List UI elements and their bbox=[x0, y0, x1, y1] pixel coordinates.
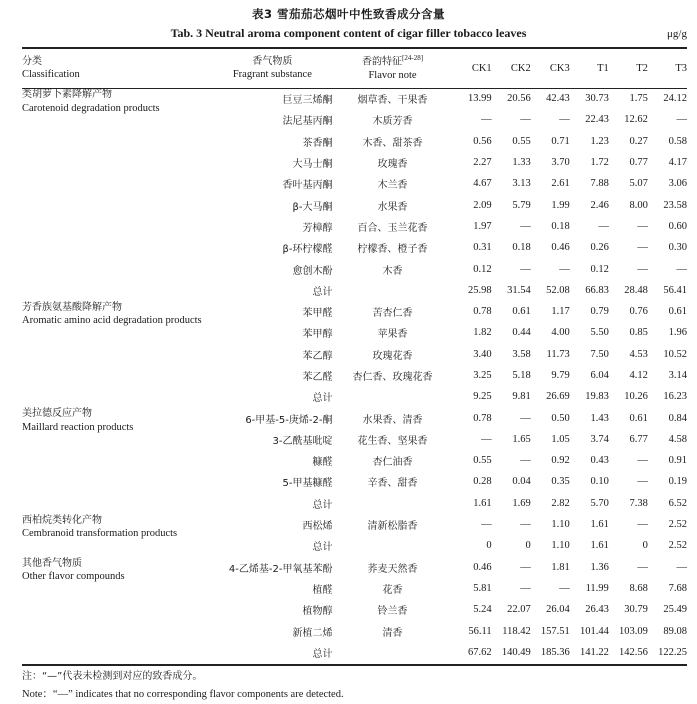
classification-cell bbox=[22, 152, 212, 173]
substance-cell: 总计 bbox=[312, 542, 333, 554]
value-cell: 0.55 bbox=[512, 135, 531, 147]
value-cell: 1.72 bbox=[590, 157, 609, 169]
value-cell: 1.82 bbox=[473, 327, 492, 339]
header-t1: T1 bbox=[597, 62, 609, 74]
value-cell: 1.61 bbox=[473, 497, 492, 509]
value-cell: 30.79 bbox=[624, 604, 648, 616]
table-row bbox=[22, 216, 687, 237]
value-cell: 0.60 bbox=[668, 220, 687, 232]
value-cell: 5.81 bbox=[473, 582, 492, 594]
value-cell: 11.73 bbox=[546, 348, 570, 360]
classification-cell bbox=[22, 599, 212, 620]
classification-cell bbox=[22, 258, 212, 279]
value-cell: — bbox=[559, 582, 570, 594]
value-cell: 0.61 bbox=[512, 306, 531, 318]
substance-cell: 4-乙烯基-2-甲氧基苯酚 bbox=[228, 563, 333, 575]
value-cell: 20.56 bbox=[507, 93, 531, 105]
flavor-note-cell: 辛香、甜香 bbox=[367, 478, 418, 490]
value-cell: 0.84 bbox=[668, 412, 687, 424]
value-cell: 89.08 bbox=[663, 625, 687, 637]
classification-cn: 美拉德反应产物 bbox=[22, 408, 92, 420]
flavor-note-cell: 水果香、清香 bbox=[362, 414, 423, 426]
value-cell: — bbox=[520, 519, 531, 531]
substance-cell: 总计 bbox=[312, 286, 333, 298]
value-cell: — bbox=[598, 220, 609, 232]
value-cell: — bbox=[481, 433, 492, 445]
classification-cell bbox=[22, 557, 212, 600]
table-row bbox=[22, 642, 687, 663]
value-cell: 1.43 bbox=[590, 412, 609, 424]
table-row bbox=[22, 88, 687, 109]
table-row bbox=[22, 194, 687, 215]
value-cell: 1.36 bbox=[590, 561, 609, 573]
value-cell: 122.25 bbox=[658, 646, 687, 658]
substance-cell: 法尼基丙酮 bbox=[282, 116, 333, 128]
value-cell: — bbox=[676, 114, 687, 126]
substance-cell: β-大马酮 bbox=[292, 201, 333, 213]
header-row bbox=[22, 48, 687, 88]
value-cell: 0.44 bbox=[512, 327, 531, 339]
value-cell: 1.10 bbox=[551, 540, 570, 552]
value-cell: 0.71 bbox=[551, 135, 570, 147]
value-cell: 5.50 bbox=[590, 327, 609, 339]
value-cell: 6.52 bbox=[668, 497, 687, 509]
table-row bbox=[22, 237, 687, 258]
value-cell: 4.53 bbox=[629, 348, 648, 360]
value-cell: 0.35 bbox=[551, 476, 570, 488]
flavor-note-cell: 杏仁油香 bbox=[372, 457, 413, 469]
value-cell: — bbox=[637, 519, 648, 531]
value-cell: 4.12 bbox=[629, 370, 648, 381]
table-row bbox=[22, 471, 687, 492]
table-row bbox=[22, 131, 687, 152]
substance-cell: 糠醛 bbox=[312, 457, 333, 469]
value-cell: 1.69 bbox=[512, 497, 531, 509]
table-row bbox=[22, 301, 687, 322]
value-cell: 0.50 bbox=[551, 412, 570, 424]
value-cell: 0.77 bbox=[629, 157, 648, 169]
table-row bbox=[22, 407, 687, 428]
value-cell: 2.52 bbox=[668, 540, 687, 552]
value-cell: 0.46 bbox=[473, 561, 492, 573]
value-cell: 3.25 bbox=[473, 370, 492, 381]
value-cell: 4.00 bbox=[551, 327, 570, 339]
value-cell: 157.51 bbox=[540, 625, 570, 637]
value-cell: — bbox=[481, 114, 492, 126]
value-cell: 0 bbox=[642, 540, 648, 552]
value-cell: 56.11 bbox=[468, 625, 492, 637]
value-cell: 0.79 bbox=[590, 306, 609, 318]
flavor-note-cell: 杏仁香、玫瑰花香 bbox=[352, 372, 433, 383]
value-cell: 1.05 bbox=[551, 433, 570, 445]
classification-cn: 芳香族氨基酸降解产物 bbox=[22, 301, 122, 313]
value-cell: 0.30 bbox=[668, 242, 687, 254]
table-row bbox=[22, 258, 687, 279]
table-row bbox=[22, 280, 687, 301]
value-cell: 0.78 bbox=[473, 306, 492, 318]
value-cell: — bbox=[676, 561, 687, 573]
classification-cell bbox=[22, 216, 212, 237]
value-cell: 25.98 bbox=[468, 284, 492, 296]
footnote-cn: 注：“—”代表未检测到对应的致香成分。 bbox=[22, 671, 203, 682]
value-cell: 16.23 bbox=[663, 391, 687, 403]
value-cell: 9.81 bbox=[512, 391, 531, 403]
value-cell: 101.44 bbox=[579, 625, 609, 637]
value-cell: 0.61 bbox=[629, 412, 648, 424]
value-cell: 185.36 bbox=[540, 646, 570, 658]
header-t3: T3 bbox=[675, 62, 687, 74]
value-cell: 1.61 bbox=[590, 519, 609, 531]
value-cell: 0.56 bbox=[473, 135, 492, 147]
value-cell: 67.62 bbox=[468, 646, 492, 658]
value-cell: 0.27 bbox=[629, 135, 648, 147]
table-row bbox=[22, 620, 687, 641]
value-cell: 1.99 bbox=[551, 199, 570, 211]
value-cell: — bbox=[520, 582, 531, 594]
flavor-note-cell bbox=[332, 280, 452, 301]
header-ck2: CK2 bbox=[510, 62, 531, 74]
value-cell: 0.85 bbox=[629, 327, 648, 339]
flavor-note-cell: 苦杏仁香 bbox=[372, 308, 413, 320]
flavor-note-cell: 木香 bbox=[382, 265, 403, 277]
value-cell: 0.31 bbox=[473, 242, 492, 254]
classification-en: Other flavor compounds bbox=[22, 571, 125, 583]
value-cell: 0.92 bbox=[551, 455, 570, 467]
value-cell: 0.61 bbox=[668, 306, 687, 318]
flavor-note-cell: 柠檬香、橙子香 bbox=[357, 244, 428, 256]
value-cell: — bbox=[481, 519, 492, 531]
value-cell: 2.09 bbox=[473, 199, 492, 211]
value-cell: 2.27 bbox=[473, 157, 492, 169]
classification-cell bbox=[22, 642, 212, 663]
value-cell: 0.78 bbox=[473, 412, 492, 424]
table-row bbox=[22, 173, 687, 194]
substance-cell: 愈创木酚 bbox=[292, 265, 333, 277]
value-cell: — bbox=[520, 114, 531, 126]
substance-cell: 植物醇 bbox=[302, 606, 333, 618]
value-cell: 0.55 bbox=[473, 455, 492, 467]
classification-cell bbox=[22, 344, 212, 365]
flavor-note-cell: 花香 bbox=[382, 584, 403, 596]
value-cell: 1.75 bbox=[629, 93, 648, 105]
flavor-note-cell: 清新松脂香 bbox=[367, 521, 418, 533]
classification-cell bbox=[22, 493, 212, 514]
flavor-note-cell: 烟草香、干果香 bbox=[357, 95, 428, 107]
substance-cell: 茶香酮 bbox=[302, 137, 333, 149]
value-cell: 3.74 bbox=[590, 433, 609, 445]
flavor-note-cell: 水果香 bbox=[377, 201, 408, 213]
value-cell: 1.81 bbox=[551, 561, 570, 573]
value-cell: 31.54 bbox=[507, 284, 531, 296]
value-cell: 5.18 bbox=[512, 370, 531, 381]
classification-cell bbox=[22, 280, 212, 301]
classification-cell bbox=[22, 471, 212, 492]
header-substance: 香气物质 Fragrant substance bbox=[232, 55, 312, 80]
flavor-note-cell: 清香 bbox=[382, 627, 403, 639]
classification-cell bbox=[22, 301, 212, 344]
classification-cell bbox=[22, 88, 212, 131]
table-row bbox=[22, 557, 687, 578]
substance-cell: 巨豆三烯酮 bbox=[282, 95, 333, 107]
classification-en: Cembranoid transformation products bbox=[22, 528, 178, 540]
header-flavor-note: 香韵特征[24-28] Flavor note bbox=[362, 53, 424, 81]
value-cell: 0.18 bbox=[551, 220, 570, 232]
value-cell: 28.48 bbox=[624, 284, 648, 296]
flavor-note-cell bbox=[332, 493, 452, 514]
value-cell: 10.26 bbox=[624, 391, 648, 403]
value-cell: 42.43 bbox=[546, 93, 570, 105]
value-cell: — bbox=[559, 114, 570, 126]
classification-en: Carotenoid degradation products bbox=[22, 102, 160, 114]
value-cell: 4.67 bbox=[473, 178, 492, 190]
value-cell: 1.96 bbox=[668, 327, 687, 339]
header-t2: T2 bbox=[636, 62, 648, 74]
value-cell: 141.22 bbox=[579, 646, 609, 658]
classification-cn: 其他香气物质 bbox=[22, 557, 82, 569]
value-cell: 0 bbox=[525, 540, 531, 552]
value-cell: 0.18 bbox=[512, 242, 531, 254]
value-cell: 23.58 bbox=[663, 199, 687, 211]
classification-en: Aromatic amino acid degradation products bbox=[22, 315, 202, 327]
value-cell: 1.65 bbox=[512, 433, 531, 445]
classification-cell bbox=[22, 386, 212, 407]
substance-cell: 3-乙酰基吡啶 bbox=[272, 435, 333, 447]
value-cell: 1.97 bbox=[473, 220, 492, 232]
value-cell: 3.40 bbox=[473, 348, 492, 360]
value-cell: 13.99 bbox=[468, 93, 492, 105]
value-cell: 0.26 bbox=[590, 242, 609, 254]
value-cell: 7.68 bbox=[668, 582, 687, 594]
value-cell: — bbox=[520, 561, 531, 573]
flavor-note-cell: 苹果香 bbox=[377, 329, 408, 341]
substance-cell: β-环柠檬醛 bbox=[282, 244, 333, 256]
value-cell: 66.83 bbox=[585, 284, 609, 296]
value-cell: 7.38 bbox=[629, 497, 648, 509]
value-cell: 22.43 bbox=[585, 114, 609, 126]
value-cell: 56.41 bbox=[663, 284, 687, 296]
substance-cell: 总计 bbox=[312, 499, 333, 511]
value-cell: 140.49 bbox=[501, 646, 531, 658]
value-cell: 7.88 bbox=[590, 178, 609, 190]
value-cell: 2.46 bbox=[590, 199, 609, 211]
value-cell: 1.17 bbox=[551, 306, 570, 318]
substance-cell: 5-甲基糠醛 bbox=[282, 478, 333, 490]
value-cell: 0.76 bbox=[629, 306, 648, 318]
header-classification: 分类 Classification bbox=[22, 55, 80, 80]
flavor-note-cell bbox=[332, 535, 452, 556]
value-cell: — bbox=[559, 263, 570, 275]
value-cell: 6.04 bbox=[590, 370, 609, 381]
value-cell: 0.12 bbox=[473, 263, 492, 275]
value-cell: 3.06 bbox=[668, 178, 687, 190]
value-cell: — bbox=[637, 263, 648, 275]
value-cell: 7.50 bbox=[590, 348, 609, 360]
value-cell: 118.42 bbox=[502, 625, 531, 637]
flavor-note-cell: 玫瑰香 bbox=[377, 159, 408, 171]
value-cell: 6.77 bbox=[629, 433, 648, 445]
substance-cell: 苯乙醇 bbox=[302, 350, 333, 362]
value-cell: 5.24 bbox=[473, 604, 492, 616]
value-cell: — bbox=[520, 412, 531, 424]
substance-cell: 大马士酮 bbox=[292, 159, 333, 171]
flavor-note-cell bbox=[332, 642, 452, 663]
value-cell: — bbox=[637, 455, 648, 467]
classification-cell bbox=[22, 173, 212, 194]
table-title-en: Tab. 3 Neutral aroma component content of cigar filler tobacco leaves bbox=[170, 26, 527, 40]
classification-cell bbox=[22, 237, 212, 258]
table-title-cn: 表3 雪茄茄芯烟叶中性致香成分含量 bbox=[251, 7, 445, 21]
flavor-note-cell: 百合、玉兰花香 bbox=[357, 222, 428, 234]
bottom-rule bbox=[22, 664, 687, 666]
value-cell: 12.62 bbox=[624, 114, 648, 126]
table-row bbox=[22, 514, 687, 535]
table-row bbox=[22, 599, 687, 620]
flavor-note-cell: 木兰香 bbox=[377, 180, 408, 192]
value-cell: 2.61 bbox=[551, 178, 570, 190]
table-row bbox=[22, 450, 687, 471]
value-cell: 2.82 bbox=[551, 497, 570, 509]
value-cell: 52.08 bbox=[546, 284, 570, 296]
table-row bbox=[22, 493, 687, 514]
value-cell: 4.17 bbox=[668, 157, 687, 169]
value-cell: — bbox=[520, 263, 531, 275]
value-cell: 1.33 bbox=[512, 157, 531, 169]
value-cell: 3.58 bbox=[512, 348, 531, 360]
value-cell: 19.83 bbox=[585, 391, 609, 403]
value-cell: — bbox=[637, 561, 648, 573]
value-cell: 1.10 bbox=[551, 519, 570, 531]
unit-label: μg/g bbox=[667, 28, 687, 40]
value-cell: 5.70 bbox=[590, 497, 609, 509]
value-cell: 0.28 bbox=[473, 476, 492, 488]
flavor-note-cell: 花生香、坚果香 bbox=[357, 435, 428, 447]
classification-cell bbox=[22, 450, 212, 471]
value-cell: 5.79 bbox=[512, 199, 531, 211]
value-cell: 0.91 bbox=[668, 455, 687, 467]
aroma-table bbox=[22, 48, 687, 663]
substance-cell: 总计 bbox=[312, 648, 333, 660]
flavor-note-cell: 铃兰香 bbox=[377, 606, 408, 618]
substance-cell: 苯甲醛 bbox=[302, 308, 333, 320]
value-cell: 0.04 bbox=[512, 476, 531, 488]
value-cell: 0.43 bbox=[590, 455, 609, 467]
value-cell: 2.52 bbox=[668, 519, 687, 531]
substance-cell: 香叶基丙酮 bbox=[282, 180, 333, 192]
value-cell: 9.79 bbox=[551, 370, 570, 381]
value-cell: — bbox=[520, 220, 531, 232]
classification-cn: 西柏烷类转化产物 bbox=[22, 514, 102, 526]
substance-cell: 植醛 bbox=[312, 584, 333, 596]
classification-en: Maillard reaction products bbox=[22, 421, 134, 433]
value-cell: 103.09 bbox=[618, 625, 648, 637]
value-cell: 11.99 bbox=[585, 582, 609, 594]
value-cell: 8.68 bbox=[629, 582, 648, 594]
header-ck1: CK1 bbox=[471, 62, 492, 74]
classification-cell bbox=[22, 194, 212, 215]
value-cell: — bbox=[520, 455, 531, 467]
flavor-note-cell: 荞麦天然香 bbox=[367, 563, 418, 575]
value-cell: 24.12 bbox=[663, 93, 687, 105]
table-row bbox=[22, 152, 687, 173]
value-cell: 30.73 bbox=[585, 93, 609, 105]
value-cell: 1.61 bbox=[590, 540, 609, 552]
value-cell: 142.56 bbox=[618, 646, 648, 658]
footnote-en: Note：“—” indicates that no corresponding flavor components are detected. bbox=[22, 689, 344, 700]
value-cell: 26.43 bbox=[585, 604, 609, 616]
value-cell: 26.04 bbox=[546, 604, 570, 616]
classification-cell bbox=[22, 514, 212, 557]
table-body bbox=[22, 88, 687, 663]
substance-cell: 6-甲基-5-庚烯-2-酮 bbox=[245, 414, 333, 426]
value-cell: 22.07 bbox=[507, 604, 531, 616]
table-row bbox=[22, 344, 687, 365]
substance-cell: 总计 bbox=[312, 393, 333, 405]
table-row bbox=[22, 386, 687, 407]
flavor-note-cell: 木香、甜茶香 bbox=[362, 137, 423, 149]
value-cell: 3.14 bbox=[668, 370, 687, 381]
value-cell: 25.49 bbox=[663, 604, 687, 616]
value-cell: 4.58 bbox=[668, 433, 687, 445]
value-cell: 0.58 bbox=[668, 135, 687, 147]
value-cell: — bbox=[637, 476, 648, 488]
value-cell: 0.19 bbox=[668, 476, 687, 488]
table-row bbox=[22, 365, 687, 386]
classification-cn: 类胡萝卜素降解产物 bbox=[22, 89, 112, 100]
flavor-note-cell: 玫瑰花香 bbox=[372, 350, 413, 362]
value-cell: 3.13 bbox=[512, 178, 531, 190]
value-cell: 8.00 bbox=[629, 199, 648, 211]
value-cell: 3.70 bbox=[551, 157, 570, 169]
value-cell: 5.07 bbox=[629, 178, 648, 190]
value-cell: 9.25 bbox=[473, 391, 492, 403]
value-cell: 0.10 bbox=[590, 476, 609, 488]
value-cell: — bbox=[676, 263, 687, 275]
value-cell: 1.23 bbox=[590, 135, 609, 147]
substance-cell: 新植二烯 bbox=[292, 627, 333, 639]
classification-cell bbox=[22, 407, 212, 450]
flavor-note-cell: 木质芳香 bbox=[372, 116, 413, 128]
value-cell: — bbox=[637, 220, 648, 232]
header-ck3: CK3 bbox=[549, 62, 570, 74]
value-cell: — bbox=[637, 242, 648, 254]
flavor-note-cell bbox=[332, 386, 452, 407]
classification-cell bbox=[22, 620, 212, 641]
value-cell: 26.69 bbox=[546, 391, 570, 403]
value-cell: 10.52 bbox=[663, 348, 687, 360]
value-cell: 0 bbox=[486, 540, 492, 552]
value-cell: 0.12 bbox=[590, 263, 609, 275]
substance-cell: 苯甲醇 bbox=[302, 329, 333, 341]
substance-cell: 西松烯 bbox=[302, 521, 333, 533]
value-cell: 0.46 bbox=[551, 242, 570, 254]
substance-cell: 芳樟醇 bbox=[302, 222, 333, 234]
classification-cell bbox=[22, 131, 212, 152]
substance-cell: 苯乙醛 bbox=[302, 372, 333, 383]
classification-cell bbox=[22, 365, 212, 386]
